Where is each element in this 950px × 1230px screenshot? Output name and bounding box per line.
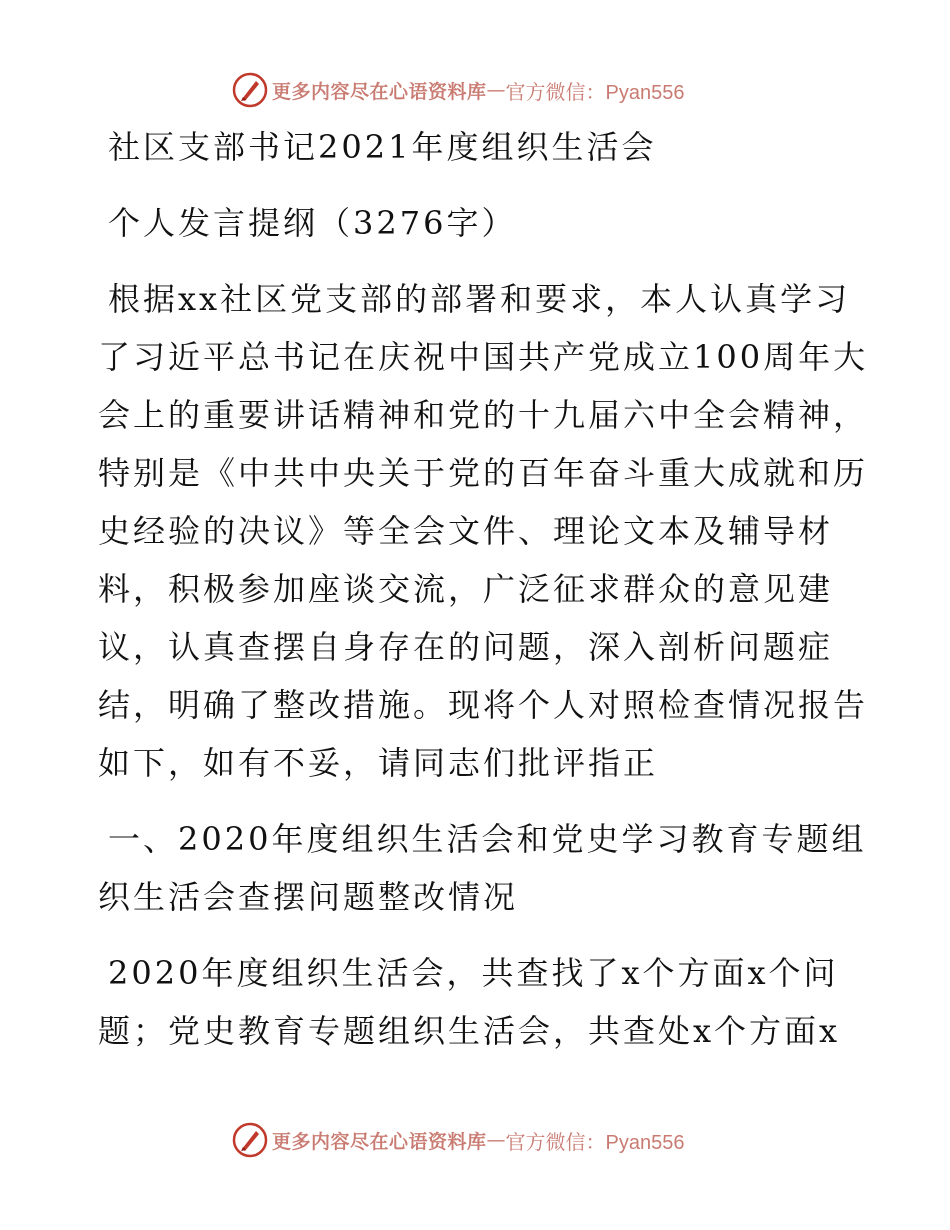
paragraph-intro	[98, 270, 869, 792]
paragraph-line: 料，积极参加座谈交流，广泛征求群众的意见建	[98, 570, 834, 608]
paragraph-line: 会上的重要讲话精神和党的十九届六中全会精神，	[98, 396, 869, 434]
paragraph-line: 特别是《中共中央关于党的百年奋斗重大成就和历	[98, 454, 869, 492]
watermark-separator: —	[486, 1129, 506, 1151]
heading-line: 织生活会查摆问题整改情况	[98, 878, 519, 916]
paragraph-line: 题；党史教育专题组织生活会，共查处x个方面x	[98, 1012, 841, 1050]
watermark-text: 更多内容尽在心语资料库	[272, 1130, 487, 1153]
watermark-contact: 官方微信：Pyan556	[505, 81, 685, 104]
document-body	[98, 118, 869, 1060]
watermark-text: 更多内容尽在心语资料库	[272, 80, 487, 103]
document-subtitle: 个人发言提纲（3276字）	[108, 204, 517, 242]
paragraph-line: 2020年度组织生活会，共查找了x个方面x个问	[108, 954, 839, 992]
watermark-header	[232, 70, 752, 110]
paragraph-line: 如下，如有不妥，请同志们批评指正	[98, 744, 659, 782]
paragraph-line: 根据xx社区党支部的部署和要求，本人认真学习	[108, 280, 851, 318]
paragraph-line: 史经验的决议》等全会文件、理论文本及辅导材	[98, 512, 834, 550]
watermark-contact: 官方微信：Pyan556	[505, 1131, 685, 1154]
heading-line: 一、2020年度组织生活会和党史学习教育专题组	[108, 820, 867, 858]
quill-pen-logo-icon	[232, 1122, 268, 1158]
paragraph-section-one	[98, 944, 858, 1060]
section-heading	[98, 810, 867, 926]
watermark-separator: —	[486, 79, 506, 101]
paragraph-line: 结，明确了整改措施。现将个人对照检查情况报告	[98, 686, 869, 724]
paragraph-line: 了习近平总书记在庆祝中国共产党成立100周年大	[98, 338, 869, 376]
document-title: 社区支部书记2021年度组织生活会	[108, 128, 657, 166]
paragraph-line: 议，认真查摆自身存在的问题，深入剖析问题症	[98, 628, 834, 666]
quill-pen-logo-icon	[232, 72, 268, 108]
watermark-footer	[232, 1120, 752, 1160]
